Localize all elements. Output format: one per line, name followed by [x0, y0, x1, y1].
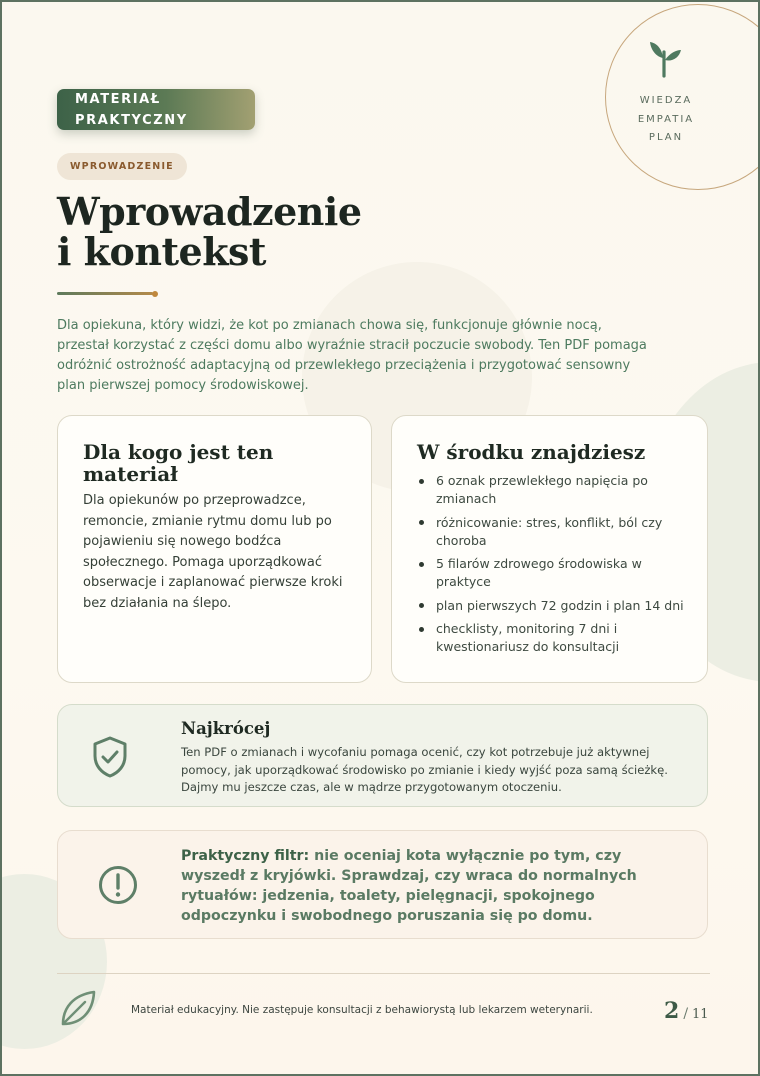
list-item: checklisty, monitoring 7 dni i kwestionariusz do konsultacji: [417, 620, 685, 656]
shield-check-icon: [90, 735, 130, 779]
audience-body: Dla opiekunów po przeprowadzce, remoncie, zmianie rytmu domu lub po pojawieniu się nowego bodźca społecznego. Pomaga uporządkować obserwacje i zaplanować pierwsze kroki bez działania na ślepo.: [83, 493, 343, 611]
seal-word: PLAN: [648, 132, 684, 143]
filter-label: Praktyczny filtr:: [181, 848, 310, 864]
list-item: 6 oznak przewlekłego napięcia po zmianach: [417, 472, 685, 508]
badge-line: PRAKTYCZNY: [75, 112, 188, 128]
title-line: i kontekst: [57, 229, 266, 274]
footer-divider: [57, 973, 710, 974]
filter-box: [57, 830, 708, 939]
section-pill: WPROWADZENIE: [57, 153, 187, 180]
seal-text: [616, 92, 716, 148]
badge-line: MATERIAŁ: [75, 92, 161, 107]
material-badge: [57, 89, 255, 130]
total-pages: 11: [692, 1007, 709, 1022]
page-number: [664, 998, 709, 1024]
intro-paragraph: Dla opiekuna, który widzi, że kot po zmianach chowa się, funkcjonuje głównie nocą, przestał korzystać z części domu albo wyraźnie stracił poczucie swobody. Ten PDF pomaga odróżnić ostrożność adaptacyjną od przewlekłego przeciążenia i przygotować sensowny plan pierwszej pomocy środowiskowej.: [57, 318, 647, 393]
contents-list: [417, 472, 685, 656]
page-separator: /: [683, 1006, 689, 1022]
seal-word: WIEDZA: [639, 95, 693, 106]
current-page: 2: [664, 998, 680, 1024]
title-line: Wprowadzenie: [57, 189, 362, 234]
leaf-icon: [59, 988, 99, 1028]
list-item: plan pierwszych 72 godzin i plan 14 dni: [417, 597, 685, 615]
summary-box: [57, 704, 708, 807]
title-underline-dot: [152, 291, 158, 297]
list-item: 5 filarów zdrowego środowiska w praktyce: [417, 555, 685, 591]
title-underline: [57, 292, 153, 295]
summary-heading: Najkrócej: [181, 719, 271, 738]
filter-text: [181, 846, 681, 926]
contents-heading: W środku znajdziesz: [417, 440, 646, 464]
page-title: [57, 189, 362, 274]
summary-body: Ten PDF o zmianach i wycofaniu pomaga ocenić, czy kot potrzebuje już aktywnej pomocy, jak uporządkować środowisko po zmianie i kiedy wyjść poza samą ścieżkę. Dajmy mu jeszcze czas, ale w mądrze przygotowanym otoczeniu.: [181, 745, 668, 794]
sprout-icon: [642, 36, 686, 80]
filter-body: nie oceniaj kota wyłącznie po tym, czy wyszedł z kryjówki. Sprawdzaj, czy wraca do normalnych rytuałów: jedzenia, toalety, pielęgnacji, spokojnego odpoczynku i swobodnego poruszania się po domu.: [181, 848, 637, 924]
contents-card: [391, 415, 708, 683]
audience-card: [57, 415, 372, 683]
exclamation-circle-icon: [97, 864, 139, 906]
list-item: różnicowanie: stres, konflikt, ból czy choroba: [417, 514, 685, 550]
seal-word: EMPATIA: [637, 113, 695, 125]
audience-heading: Dla kogo jest ten materiał: [83, 440, 274, 486]
footer-disclaimer: Materiał edukacyjny. Nie zastępuje konsultacji z behawiorystą lub lekarzem weterynarii.: [131, 1004, 593, 1016]
